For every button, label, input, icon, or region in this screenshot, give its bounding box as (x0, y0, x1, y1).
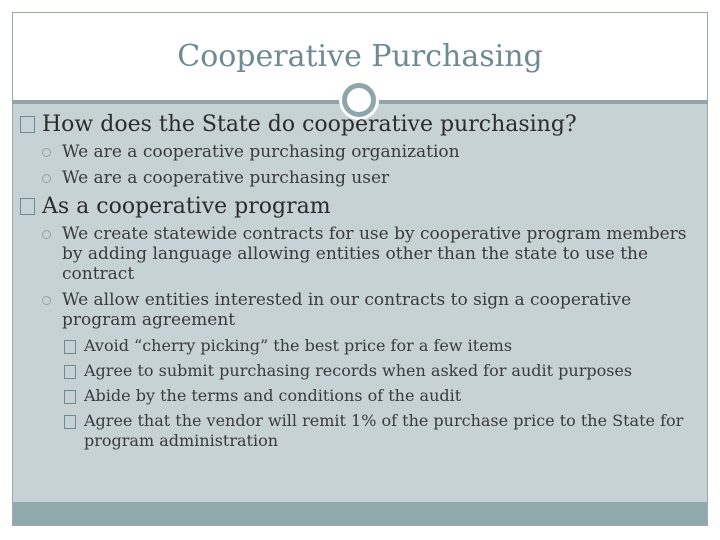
circle-outline-icon (42, 230, 51, 239)
square-outline-icon (20, 116, 35, 133)
bullet-text: Agree that the vendor will remit 1% of the purchase price to the State for program administration (84, 411, 684, 450)
bullet-list (20, 112, 690, 456)
footer-bar (13, 502, 707, 525)
bullet-item-level3 (20, 336, 690, 356)
square-outline-icon (64, 390, 76, 404)
bullet-text: As a cooperative program (42, 194, 331, 219)
bullet-text: We create statewide contracts for use by cooperative program members by adding language allowing entities other than the state to use the contract (62, 224, 687, 284)
bullet-item-level2 (20, 168, 690, 188)
bullet-text: How does the State do cooperative purchasing? (42, 112, 577, 137)
square-outline-icon (64, 340, 76, 354)
bullet-text: We allow entities interested in our contracts to sign a cooperative program agreement (62, 290, 632, 330)
bullet-text: Agree to submit purchasing records when asked for audit purposes (84, 361, 633, 380)
slide-title: Cooperative Purchasing (177, 39, 543, 74)
square-outline-icon (20, 198, 35, 215)
bullet-text: Abide by the terms and conditions of the audit (84, 386, 462, 405)
bullet-item-level2 (20, 142, 690, 162)
bullet-item-level1 (20, 194, 690, 220)
square-outline-icon (64, 415, 76, 429)
bullet-item-level1 (20, 112, 690, 138)
bullet-text: We are a cooperative purchasing organization (62, 142, 460, 162)
circle-outline-icon (42, 148, 51, 157)
bullet-item-level3 (20, 411, 690, 451)
square-outline-icon (64, 365, 76, 379)
bullet-text: Avoid “cherry picking” the best price for a few items (84, 336, 513, 355)
bullet-item-level2 (20, 224, 690, 284)
bullet-item-level3 (20, 361, 690, 381)
bullet-item-level3 (20, 386, 690, 406)
bullet-text: We are a cooperative purchasing user (62, 168, 390, 188)
bullet-item-level2 (20, 290, 690, 330)
circle-outline-icon (42, 174, 51, 183)
circle-outline-icon (42, 296, 51, 305)
